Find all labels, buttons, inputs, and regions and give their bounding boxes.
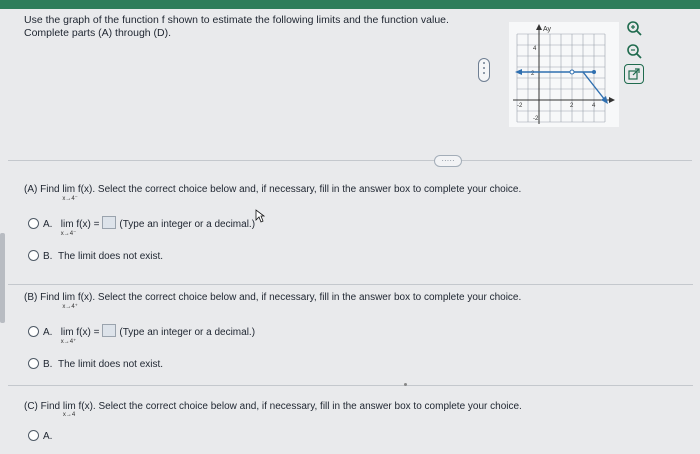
part-a-option-a-expr <box>60 219 100 237</box>
y-axis-label: Ay <box>543 26 552 33</box>
part-b-lim-sub: x→4⁺ <box>62 304 78 310</box>
part-b-lim-word: lim <box>62 292 76 303</box>
tick-x-4: 4 <box>592 103 596 109</box>
more-button[interactable]: ····· <box>434 155 462 167</box>
part-b-option-a-expr <box>60 327 100 345</box>
tick-x-2: 2 <box>570 103 574 109</box>
part-c-option-a-radio[interactable] <box>28 430 39 441</box>
part-c-lim <box>62 401 76 418</box>
problem-instructions <box>24 14 449 40</box>
part-b-option-a-radio[interactable] <box>28 326 39 337</box>
part-a-option-a-expr-text: lim f(x) = <box>60 219 100 230</box>
part-a-option-b-radio[interactable] <box>28 250 39 261</box>
tick-y-2: 2 <box>531 71 535 77</box>
open-point <box>570 70 574 74</box>
zoom-out-icon[interactable] <box>624 41 644 61</box>
part-c-prefix: (C) Find <box>24 401 61 412</box>
part-a-lim-sub: x→4⁻ <box>62 196 78 202</box>
part-a-prefix: (A) Find <box>24 184 60 195</box>
part-b-option-a-label: A. <box>43 327 53 338</box>
part-a-question <box>24 184 522 202</box>
part-b-option-b-text: The limit does not exist. <box>58 359 164 370</box>
part-b-option-a[interactable] <box>28 324 256 345</box>
part-b-option-b-radio[interactable] <box>28 358 39 369</box>
mouse-cursor-icon <box>255 209 265 228</box>
part-c-option-a-label: A. <box>43 431 53 442</box>
tick-y-neg2: -2 <box>533 116 539 122</box>
part-a-option-a-sub: x→4⁻ <box>60 231 77 237</box>
tool-icons <box>622 18 646 87</box>
part-c-lim-word: lim <box>62 401 76 412</box>
part-c-lim-sub: x→4 <box>62 412 76 418</box>
part-b-prefix: (B) Find <box>24 292 60 303</box>
expand-graph-handle[interactable] <box>478 58 490 82</box>
top-bar <box>0 0 700 9</box>
separator-dot <box>404 383 407 386</box>
tick-x-neg2: -2 <box>517 103 523 109</box>
part-a-lim <box>62 184 78 202</box>
instructions-line-1: Use the graph of the function f shown to estimate the following limits and the function value. <box>24 14 449 26</box>
part-a-answer-input[interactable] <box>102 216 116 229</box>
part-a-option-b[interactable] <box>28 250 163 262</box>
part-c-question <box>24 401 522 418</box>
part-c-suffix: f(x). Select the correct choice below and, if necessary, fill in the answer box to complete your choice. <box>75 401 522 412</box>
external-link-icon[interactable] <box>624 64 644 84</box>
part-b-option-b[interactable] <box>28 358 163 370</box>
part-b-option-a-expr-text: lim f(x) = <box>60 327 100 338</box>
part-b-option-a-hint: (Type an integer or a decimal.) <box>119 327 256 338</box>
closed-point <box>592 70 596 74</box>
part-b-lim <box>62 292 78 310</box>
part-b-answer-input[interactable] <box>102 324 116 337</box>
part-a-option-b-label: B. <box>43 251 53 262</box>
tick-y-4: 4 <box>533 46 537 52</box>
instructions-line-2: Complete parts (A) through (D). <box>24 27 172 39</box>
part-a-option-a-hint: (Type an integer or a decimal.) <box>119 219 256 230</box>
part-a-option-a-radio[interactable] <box>28 218 39 229</box>
zoom-in-icon[interactable] <box>624 18 644 38</box>
part-b-suffix: f(x). Select the correct choice below and, if necessary, fill in the answer box to complete your choice. <box>75 292 522 303</box>
part-b-question <box>24 292 522 310</box>
part-a-option-a-label: A. <box>43 219 53 230</box>
part-c-option-a[interactable] <box>28 430 52 442</box>
part-b-option-b-label: B. <box>43 359 53 370</box>
part-a-lim-word: lim <box>62 184 76 195</box>
part-b-option-a-sub: x→4⁺ <box>60 339 77 345</box>
section-divider <box>8 160 692 161</box>
graph-svg <box>509 22 619 127</box>
part-a-option-b-text: The limit does not exist. <box>58 251 164 262</box>
left-scrollbar[interactable] <box>0 233 5 323</box>
function-graph[interactable] <box>509 22 619 127</box>
part-a-option-a[interactable] <box>28 216 256 237</box>
part-a-suffix: f(x). Select the correct choice below and, if necessary, fill in the answer box to complete your choice. <box>75 184 522 195</box>
